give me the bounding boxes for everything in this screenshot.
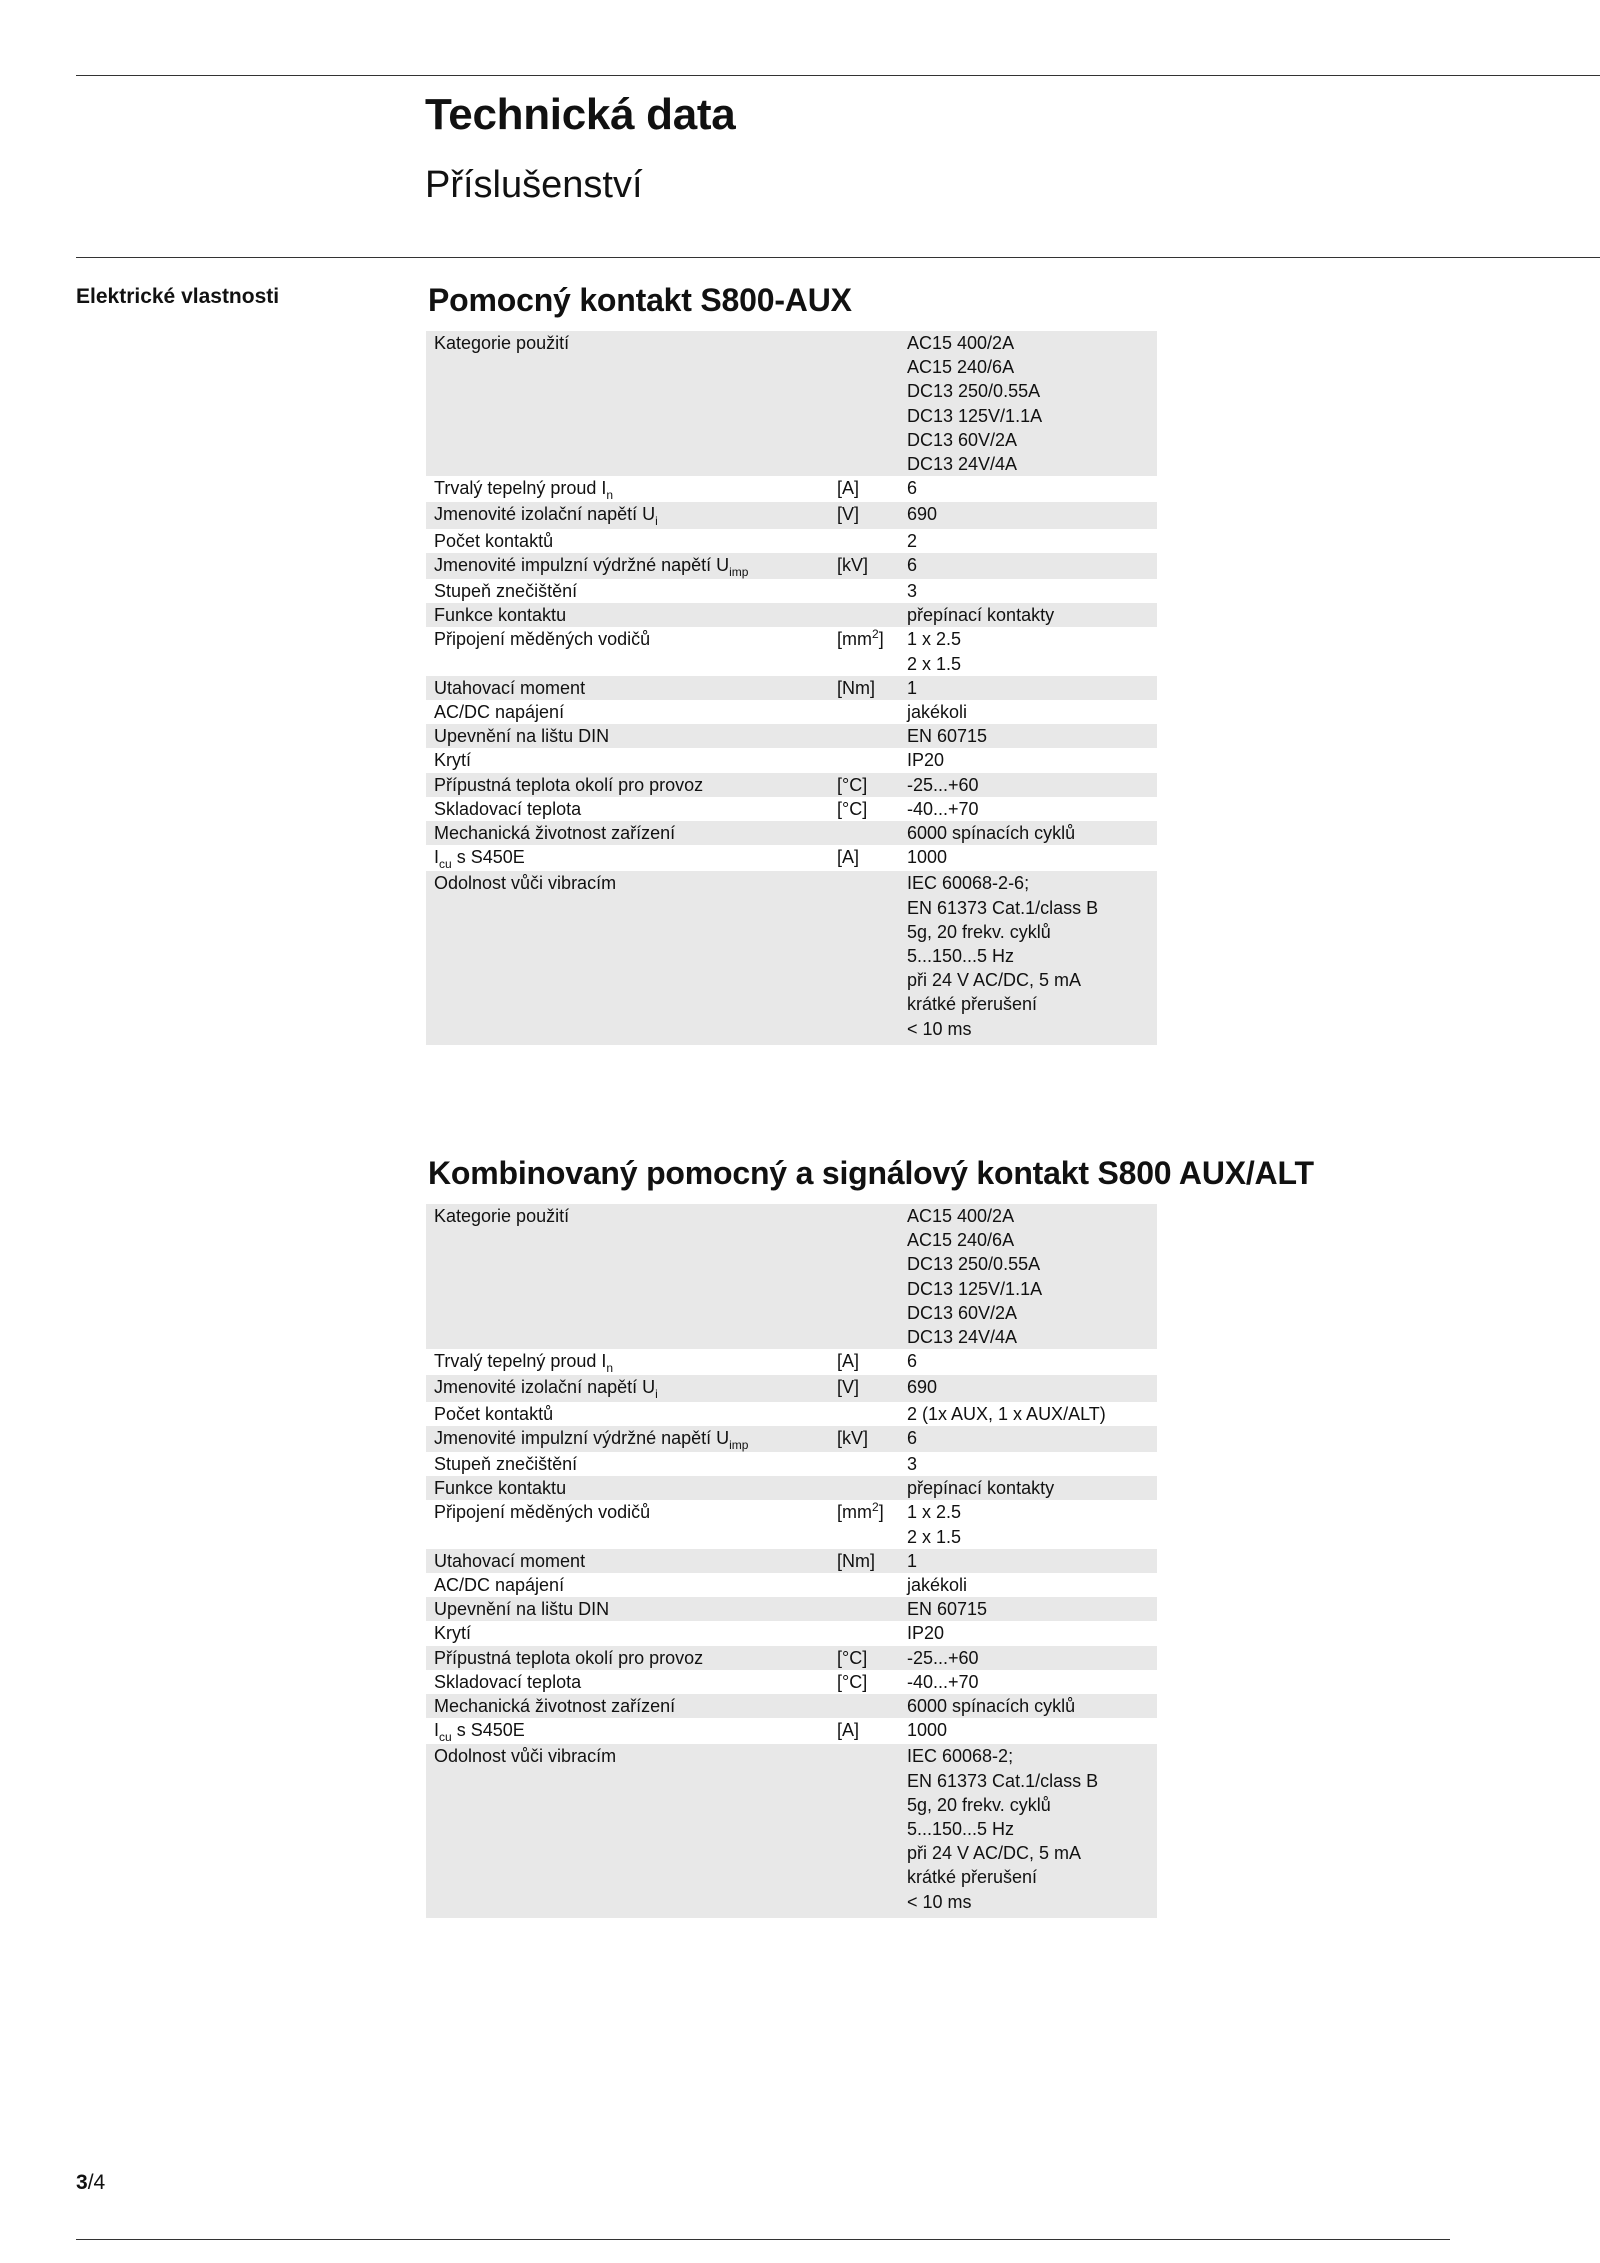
row-unit: [kV] xyxy=(837,1426,907,1452)
row-label: Jmenovité impulzní výdržné napětí $U_{imp}$ xyxy=(426,1426,837,1452)
spec-table-aux-alt xyxy=(426,1204,1157,1918)
row-unit: [A] xyxy=(837,1718,907,1744)
row-value: přepínací kontakty xyxy=(907,1476,1157,1500)
row-unit xyxy=(837,603,907,627)
row-label: Trvalý tepelný proud $I_n$ xyxy=(426,476,837,502)
table-row xyxy=(426,700,1157,724)
row-label: AC/DC napájení xyxy=(426,1573,837,1597)
row-value xyxy=(907,1204,1157,1349)
row-unit xyxy=(837,1597,907,1621)
value-line: AC15 400/2A xyxy=(907,333,1015,353)
section-side-label: Elektrické vlastnosti xyxy=(76,285,280,308)
row-value: -25...+60 xyxy=(907,1646,1157,1670)
page-subtitle: Příslušenství xyxy=(425,164,643,206)
row-unit xyxy=(837,579,907,603)
row-unit xyxy=(837,700,907,724)
row-label: Funkce kontaktu xyxy=(426,1476,837,1500)
section-heading-aux-alt: Kombinovaný pomocný a signálový kontakt S800 AUX/ALT xyxy=(428,1155,1314,1191)
row-label: Stupeň znečištění xyxy=(426,1452,837,1476)
row-unit: [V] xyxy=(837,502,907,528)
row-unit xyxy=(837,724,907,748)
row-value: 1 xyxy=(907,676,1157,700)
row-label: Mechanická životnost zařízení xyxy=(426,1694,837,1718)
value-line: < 10 ms xyxy=(907,1891,972,1912)
section-heading-aux: Pomocný kontakt S800-AUX xyxy=(428,282,852,318)
row-value: 6000 spínacích cyklů xyxy=(907,1694,1157,1718)
footer-rule xyxy=(76,2239,1450,2240)
row-label: Připojení měděných vodičů xyxy=(426,627,837,675)
table-row xyxy=(426,1597,1157,1621)
table-row xyxy=(426,797,1157,821)
row-label: Přípustná teplota okolí pro provoz xyxy=(426,1646,837,1670)
row-label: $I_{cu}$ s S450E xyxy=(426,845,837,871)
value-line: DC13 125V/1.1A xyxy=(907,1278,1043,1299)
table-row xyxy=(426,603,1157,627)
row-unit xyxy=(837,529,907,553)
table-row xyxy=(426,1744,1157,1917)
row-value: 6 xyxy=(907,553,1157,579)
row-unit xyxy=(837,1694,907,1718)
table-row xyxy=(426,1204,1157,1349)
table-row xyxy=(426,1500,1157,1548)
row-label: Odolnost vůči vibracím xyxy=(426,871,837,1044)
value-line: DC13 250/0.55A xyxy=(907,1254,1041,1275)
row-unit xyxy=(837,821,907,845)
row-value: -40...+70 xyxy=(907,1670,1157,1694)
row-unit xyxy=(837,1744,907,1917)
table-row xyxy=(426,1549,1157,1573)
row-label: Krytí xyxy=(426,1621,837,1645)
value-line: 5...150...5 Hz xyxy=(907,1819,1015,1840)
value-line: EN 61373 Cat.1/class B xyxy=(907,897,1099,918)
value-line: IEC 60068-2; xyxy=(907,1746,1014,1767)
table-row xyxy=(426,1375,1157,1401)
table-row xyxy=(426,1621,1157,1645)
value-line: 5g, 20 frekv. cyklů xyxy=(907,1794,1051,1815)
row-label: Trvalý tepelný proud $I_n$ xyxy=(426,1349,837,1375)
value-line: DC13 60V/2A xyxy=(907,1302,1018,1323)
table-row xyxy=(426,1402,1157,1426)
row-label: Kategorie použití xyxy=(426,331,837,476)
row-value: 690 xyxy=(907,1375,1157,1401)
row-value: 3 xyxy=(907,579,1157,603)
row-value: přepínací kontakty xyxy=(907,603,1157,627)
table-row xyxy=(426,1349,1157,1375)
row-value: EN 60715 xyxy=(907,1597,1157,1621)
row-label: Jmenovité impulzní výdržné napětí $U_{imp}$ xyxy=(426,553,837,579)
row-value xyxy=(907,871,1157,1044)
row-label: Upevnění na lištu DIN xyxy=(426,724,837,748)
row-value: 1000 xyxy=(907,845,1157,871)
row-value: -25...+60 xyxy=(907,773,1157,797)
row-unit: [°C] xyxy=(837,1670,907,1694)
row-label: Funkce kontaktu xyxy=(426,603,837,627)
table-row xyxy=(426,676,1157,700)
table-row xyxy=(426,1670,1157,1694)
row-value: -40...+70 xyxy=(907,797,1157,821)
table-row xyxy=(426,1694,1157,1718)
value-line: krátké přerušení xyxy=(907,1867,1038,1888)
row-unit: [°C] xyxy=(837,773,907,797)
table-row xyxy=(426,1646,1157,1670)
table-row xyxy=(426,724,1157,748)
value-line: 5...150...5 Hz xyxy=(907,946,1015,967)
row-unit xyxy=(837,871,907,1044)
value-line: 2 x 1.5 xyxy=(907,1526,962,1547)
row-value: 2 (1x AUX, 1 x AUX/ALT) xyxy=(907,1402,1157,1426)
table-row xyxy=(426,627,1157,675)
row-unit xyxy=(837,1476,907,1500)
row-label: Stupeň znečištění xyxy=(426,579,837,603)
table-row xyxy=(426,871,1157,1044)
value-line: DC13 125V/1.1A xyxy=(907,405,1043,426)
value-line: při 24 V AC/DC, 5 mA xyxy=(907,970,1082,991)
value-line: AC15 240/6A xyxy=(907,1230,1015,1251)
row-unit xyxy=(837,1402,907,1426)
page-number: 3/4 xyxy=(76,2171,106,2194)
row-unit: [A] xyxy=(837,845,907,871)
value-line: < 10 ms xyxy=(907,1018,972,1039)
row-unit: [°C] xyxy=(837,1646,907,1670)
row-unit xyxy=(837,1204,907,1349)
value-line: 1 x 2.5 xyxy=(907,629,962,650)
row-value: 2 xyxy=(907,529,1157,553)
row-label: Utahovací moment xyxy=(426,1549,837,1573)
value-line: krátké přerušení xyxy=(907,994,1038,1015)
row-unit: [V] xyxy=(837,1375,907,1401)
table-row xyxy=(426,476,1157,502)
row-label: Přípustná teplota okolí pro provoz xyxy=(426,773,837,797)
row-label: AC/DC napájení xyxy=(426,700,837,724)
row-label: $I_{cu}$ s S450E xyxy=(426,1718,837,1744)
row-value: 6 xyxy=(907,1426,1157,1452)
table-row xyxy=(426,1573,1157,1597)
value-line: 1 x 2.5 xyxy=(907,1502,962,1523)
row-unit: [Nm] xyxy=(837,1549,907,1573)
row-value: jakékoli xyxy=(907,1573,1157,1597)
page-title: Technická data xyxy=(425,90,736,139)
table-row xyxy=(426,821,1157,845)
table-row xyxy=(426,1718,1157,1744)
value-line: DC13 24V/4A xyxy=(907,1327,1018,1348)
row-label: Kategorie použití xyxy=(426,1204,837,1349)
row-unit xyxy=(837,1621,907,1645)
value-line: AC15 240/6A xyxy=(907,357,1015,378)
table-row xyxy=(426,502,1157,528)
row-unit: [°C] xyxy=(837,797,907,821)
row-label: Odolnost vůči vibracím xyxy=(426,1744,837,1917)
row-value xyxy=(907,627,1157,675)
value-line: při 24 V AC/DC, 5 mA xyxy=(907,1843,1082,1864)
table-row xyxy=(426,1476,1157,1500)
table-row xyxy=(426,1452,1157,1476)
spec-table-aux xyxy=(426,331,1157,1045)
table-row xyxy=(426,1426,1157,1452)
row-value xyxy=(907,1744,1157,1917)
row-unit: $[mm^2]$ xyxy=(837,627,907,675)
value-line: DC13 250/0.55A xyxy=(907,381,1041,402)
value-line: DC13 60V/2A xyxy=(907,429,1018,450)
value-line: EN 61373 Cat.1/class B xyxy=(907,1770,1099,1791)
row-value xyxy=(907,1500,1157,1548)
row-value: 6 xyxy=(907,1349,1157,1375)
row-label: Mechanická životnost zařízení xyxy=(426,821,837,845)
row-value: IP20 xyxy=(907,748,1157,772)
row-label: Upevnění na lištu DIN xyxy=(426,1597,837,1621)
row-unit: [kV] xyxy=(837,553,907,579)
row-value xyxy=(907,331,1157,476)
value-line: 2 x 1.5 xyxy=(907,653,962,674)
table-row xyxy=(426,845,1157,871)
header-rule xyxy=(76,257,1600,258)
row-unit: [A] xyxy=(837,1349,907,1375)
row-unit xyxy=(837,331,907,476)
row-label: Skladovací teplota xyxy=(426,797,837,821)
row-label: Skladovací teplota xyxy=(426,1670,837,1694)
row-value: 6000 spínacích cyklů xyxy=(907,821,1157,845)
row-value: 3 xyxy=(907,1452,1157,1476)
row-value: 1 xyxy=(907,1549,1157,1573)
table-row xyxy=(426,748,1157,772)
row-label: Jmenovité izolační napětí $U_i$ xyxy=(426,1375,837,1401)
table-row xyxy=(426,553,1157,579)
row-unit: [Nm] xyxy=(837,676,907,700)
top-rule xyxy=(76,75,1600,76)
row-value: 690 xyxy=(907,502,1157,528)
row-unit xyxy=(837,1452,907,1476)
row-value: EN 60715 xyxy=(907,724,1157,748)
value-line: AC15 400/2A xyxy=(907,1206,1015,1226)
row-value: IP20 xyxy=(907,1621,1157,1645)
row-label: Jmenovité izolační napětí $U_i$ xyxy=(426,502,837,528)
table-row xyxy=(426,331,1157,476)
row-unit xyxy=(837,1573,907,1597)
row-unit xyxy=(837,748,907,772)
row-label: Počet kontaktů xyxy=(426,1402,837,1426)
value-line: 5g, 20 frekv. cyklů xyxy=(907,921,1051,942)
value-line: DC13 24V/4A xyxy=(907,454,1018,475)
row-value: 1000 xyxy=(907,1718,1157,1744)
row-unit: [A] xyxy=(837,476,907,502)
table-row xyxy=(426,579,1157,603)
row-value: 6 xyxy=(907,476,1157,502)
table-row xyxy=(426,773,1157,797)
row-label: Krytí xyxy=(426,748,837,772)
table-row xyxy=(426,529,1157,553)
row-label: Počet kontaktů xyxy=(426,529,837,553)
row-unit: $[mm^2]$ xyxy=(837,1500,907,1548)
row-label: Utahovací moment xyxy=(426,676,837,700)
row-label: Připojení měděných vodičů xyxy=(426,1500,837,1548)
value-line: IEC 60068-2-6; xyxy=(907,873,1030,894)
row-value: jakékoli xyxy=(907,700,1157,724)
